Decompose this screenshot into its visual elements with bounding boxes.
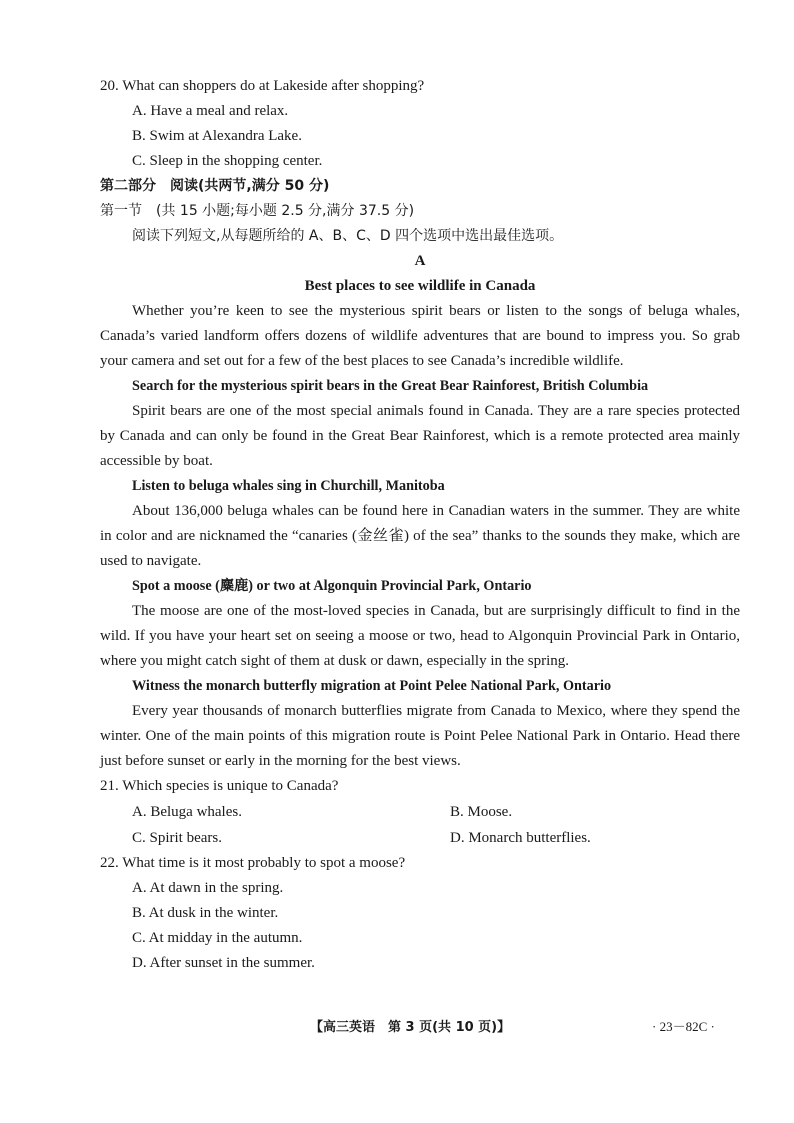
exam-page	[100, 74, 740, 976]
subheading-moose: Spot a moose (麋鹿) or two at Algonquin Provincial Park, Ontario	[132, 578, 532, 594]
question-21-options-row-1	[100, 799, 740, 825]
reading-instruction: 阅读下列短文,从每题所给的 A、B、C、D 四个选项中选出最佳选项。	[132, 228, 564, 244]
question-22-option-a: A. At dawn in the spring.	[132, 880, 284, 896]
question-20-option-a: A. Have a meal and relax.	[132, 103, 289, 119]
footer-page-label: 【高三英语 第 3 页(共 10 页)】	[310, 1020, 511, 1035]
subheading-monarch-butterfly: Witness the monarch butterfly migration at Point Pelee National Park, Ontario	[132, 678, 612, 694]
question-22-option-d: D. After sunset in the summer.	[132, 955, 315, 971]
question-21-option-d: D. Monarch butterflies.	[450, 830, 591, 846]
question-21-stem: 21. Which species is unique to Canada?	[100, 778, 339, 794]
paragraph-spirit-bears: Spirit bears are one of the most special animals found in Canada. They are a rare species protected by Canada and can only be found in the Great Bear Rainforest, which is a remote protected area mainly accessible by boat.	[100, 403, 740, 469]
question-21-options-row-2	[100, 825, 740, 851]
question-22-stem: 22. What time is it most probably to spot a moose?	[100, 855, 406, 871]
question-21-option-b: B. Moose.	[450, 804, 513, 820]
paragraph-moose: The moose are one of the most-loved species in Canada, but are surprisingly difficult to find in the wild. If you have your heart set on seeing a moose or two, head to Algonquin Provincial Park in Ontario, where you might catch sight of them at dusk or dawn, especially in the spring.	[100, 603, 740, 669]
question-21-option-a: A. Beluga whales.	[132, 804, 242, 820]
section-one-heading: 第一节 (共 15 小题;每小题 2.5 分,满分 37.5 分)	[100, 203, 415, 219]
page-footer	[0, 1016, 794, 1036]
footer-exam-code: · 23－82C ·	[652, 1019, 715, 1034]
paragraph-beluga-whales: About 136,000 beluga whales can be found here in Canadian waters in the summer. They are white in color and are nicknamed the “canaries (金丝雀) of the sea” thanks to the sounds they make, which are used to navigate.	[100, 503, 740, 569]
passage-letter: A	[414, 253, 426, 269]
question-22-option-c: C. At midday in the autumn.	[132, 930, 303, 946]
passage-intro-paragraph: Whether you’re keen to see the mysterious spirit bears or listen to the songs of beluga whales, Canada’s varied landform offers dozens of wildlife adventures that are bound to impress you. So grab your camera and set out for a few of the best places to see Canada’s incredible wildlife.	[100, 303, 740, 369]
question-20-option-b: B. Swim at Alexandra Lake.	[132, 128, 302, 144]
question-20-stem: 20. What can shoppers do at Lakeside after shopping?	[100, 78, 425, 94]
subheading-beluga-whales: Listen to beluga whales sing in Churchill, Manitoba	[132, 478, 445, 494]
passage-title: Best places to see wildlife in Canada	[304, 278, 536, 294]
question-20-option-c: C. Sleep in the shopping center.	[132, 153, 323, 169]
question-21-option-c: C. Spirit bears.	[132, 830, 222, 846]
subheading-spirit-bears: Search for the mysterious spirit bears in the Great Bear Rainforest, British Columbia	[132, 378, 649, 394]
paragraph-monarch-butterfly: Every year thousands of monarch butterflies migrate from Canada to Mexico, where they spend the winter. One of the main points of this migration route is Point Pelee National Park in Ontario. Head there just before sunset or early in the morning for the best views.	[100, 703, 740, 769]
part-two-heading: 第二部分 阅读(共两节,满分 50 分)	[100, 178, 330, 194]
question-22-option-b: B. At dusk in the winter.	[132, 905, 279, 921]
